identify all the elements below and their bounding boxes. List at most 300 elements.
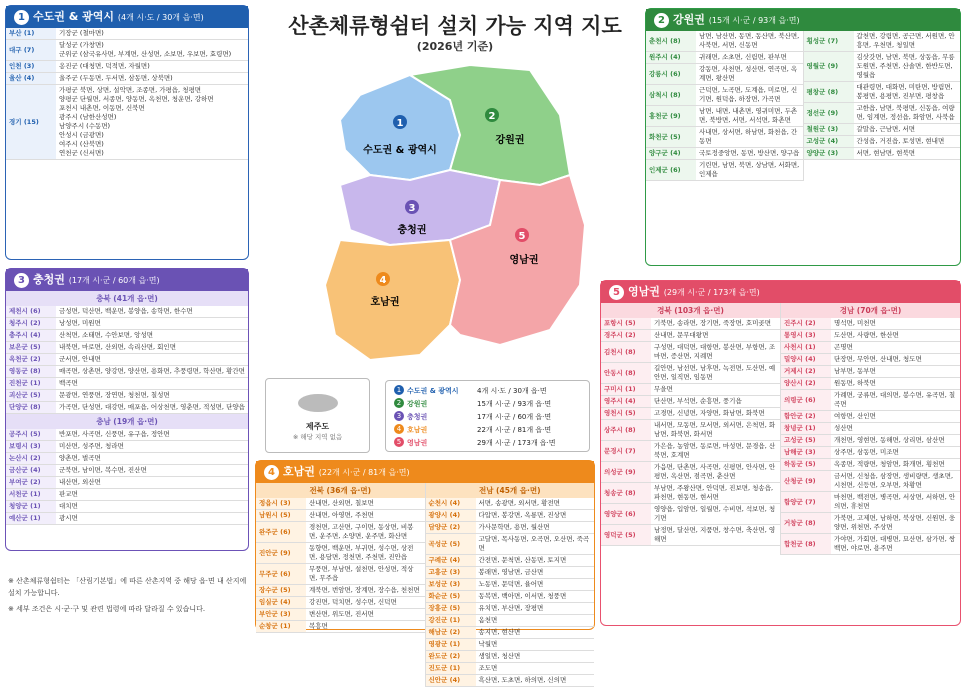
district-name: 광양시 (4): [426, 510, 476, 522]
legend-dot: 2: [394, 398, 404, 408]
table-row: [426, 579, 595, 591]
table-row: [256, 597, 425, 609]
table-row: [426, 663, 595, 675]
table-row: [781, 447, 960, 459]
district-name: 횡성군 (7): [804, 31, 854, 52]
district-towns: 단산면, 부석면, 순흥면, 풍기읍: [651, 396, 780, 408]
district-towns: 조도면: [476, 663, 595, 675]
district-towns: 기린면, 남면, 북면, 상남면, 서화면, 인제읍: [696, 160, 803, 181]
district-name: 의령군 (6): [781, 390, 831, 411]
table-row: [804, 52, 961, 82]
district-name: 예산군 (1): [6, 513, 56, 525]
table-row: [6, 330, 248, 342]
table-row: [426, 639, 595, 651]
honam-header: 4 호남권 (22개 시·군 / 81개 읍·면): [256, 461, 594, 483]
district-towns: 기장군 (철마면): [56, 28, 248, 40]
district-name: 구례군 (4): [426, 555, 476, 567]
svg-text:3: 3: [408, 203, 416, 214]
gangwon-right-table: [804, 31, 961, 160]
map-label-capital: 수도권 & 광역시: [363, 145, 437, 156]
table-row: [6, 40, 248, 61]
table-row: [426, 651, 595, 663]
district-name: 신안군 (4): [426, 675, 476, 687]
table-row: [6, 465, 248, 477]
capital-header: 1 수도권 & 광역시 (4개 시·도 / 30개 읍·면): [6, 6, 248, 28]
district-towns: 기북면, 송라면, 장기면, 죽장면, 호미곶면: [651, 318, 780, 330]
jeju-note: ※ 해당 지역 없음: [292, 433, 343, 441]
gyeongnam-table: [781, 318, 960, 555]
district-towns: 산내면, 산외면, 칠보면: [306, 498, 425, 510]
gyeongbuk-head: 경북 (103개 읍·면): [601, 303, 780, 318]
table-row: [426, 675, 595, 687]
notes: [8, 575, 248, 615]
district-name: 완도군 (2): [426, 651, 476, 663]
gangwon-left-table: [646, 31, 803, 181]
district-towns: 상주면, 삼동면, 미조면: [831, 447, 960, 459]
district-name: 함양군 (7): [781, 492, 831, 513]
table-row: [646, 52, 803, 64]
district-name: 영덕군 (5): [601, 525, 651, 546]
capital-panel: [5, 5, 249, 260]
district-towns: 서면, 송광면, 외서면, 황전면: [476, 498, 595, 510]
district-towns: 간성읍, 거진읍, 토성면, 현내면: [854, 136, 961, 148]
legend-dot: 5: [394, 437, 404, 447]
table-row: [426, 567, 595, 579]
district-name: 청양군 (1): [6, 501, 56, 513]
district-name: 고흥군 (3): [426, 567, 476, 579]
district-name: 남해군 (3): [781, 447, 831, 459]
district-towns: 산내면, 문무대왕면: [651, 330, 780, 342]
district-name: 대구 (7): [6, 40, 56, 61]
district-towns: 영양읍, 입암면, 일월면, 수비면, 석보면, 청기면: [651, 504, 780, 525]
district-name: 양구군 (4): [646, 148, 696, 160]
note-1: ※ 산촌체류형쉼터는 「산림기본법」에 따른 산촌지역 중 해당 읍·면 내 산지에 설치 가능합니다.: [8, 577, 247, 597]
gangwon-header: 2 강원권 (15개 시·군 / 93개 읍·면): [646, 9, 960, 31]
district-name: 사천시 (1): [781, 342, 831, 354]
district-towns: 낙월면: [476, 639, 595, 651]
map-label-yeongnam: 영남권: [509, 255, 539, 266]
table-row: [781, 423, 960, 435]
district-name: 임실군 (4): [256, 597, 306, 609]
district-name: 김천시 (8): [601, 342, 651, 363]
jeonbuk-table: [256, 498, 425, 633]
district-towns: 봉래면, 영남면, 금산면: [476, 567, 595, 579]
district-towns: 가평군 북면, 상면, 설악면, 조종면, 가평읍, 청평면 양평군 단월면, 서종면, 양동면, 옥천면, 청운면, 강하면 포천시 내촌면, 이동면, 신북면 광주시 (남한산성면) 남양주시 (수동면) 안성시 (금광면) 여주시 (산북면) 연천군 (신서면): [56, 85, 248, 160]
chungnam-head: 충남 (19개 읍·면): [6, 414, 248, 429]
district-towns: 다압면, 봉강면, 옥룡면, 진상면: [476, 510, 595, 522]
district-name: 합천군 (8): [781, 534, 831, 555]
district-name: 영광군 (1): [426, 639, 476, 651]
district-name: 진주시 (2): [781, 318, 831, 330]
table-row: [426, 603, 595, 615]
district-towns: 개천면, 영현면, 동해면, 상리면, 삼산면: [831, 435, 960, 447]
district-towns: 남면, 남산면, 동면, 동산면, 북산면, 사북면, 서면, 신동면: [696, 31, 803, 52]
table-row: [426, 555, 595, 567]
district-towns: 내산면, 외산면: [56, 477, 248, 489]
district-towns: 변산면, 위도면, 진서면: [306, 609, 425, 621]
district-towns: 옹진군 (대청면, 덕적면, 자월면): [56, 61, 248, 73]
district-towns: 광시면: [56, 513, 248, 525]
table-row: [256, 522, 425, 543]
district-name: 강릉시 (6): [646, 64, 696, 85]
table-row: [781, 390, 960, 411]
table-row: [646, 148, 803, 160]
district-towns: 김삿갓면, 남면, 북면, 상동읍, 무릉도원면, 주천면, 산솔면, 한반도면, 영월읍: [854, 52, 961, 82]
district-towns: 군북면, 남이면, 복수면, 진산면: [56, 465, 248, 477]
district-towns: 무을면: [651, 384, 780, 396]
district-towns: 갈말읍, 근남면, 서면: [854, 124, 961, 136]
district-towns: 가은읍, 농암면, 동로면, 마성면, 문경읍, 산북면, 호계면: [651, 441, 780, 462]
district-towns: 사내면, 상서면, 하남면, 화천읍, 간동면: [696, 127, 803, 148]
legend-count: 4개 시·도 / 30개 읍·면: [477, 387, 547, 395]
legend-label: 호남권: [407, 426, 428, 434]
legend-item: [394, 411, 581, 424]
legend-label: 수도권 & 광역시: [407, 387, 459, 395]
table-row: [256, 621, 425, 633]
legend-dot: 3: [394, 411, 404, 421]
svg-text:2: 2: [488, 111, 496, 122]
district-towns: 고경면, 신녕면, 자양면, 화남면, 화북면: [651, 408, 780, 420]
page-title: 산촌체류형쉼터 설치 가능 지역 지도: [288, 14, 622, 38]
table-row: [426, 627, 595, 639]
district-name: 춘천시 (8): [646, 31, 696, 52]
district-name: 거창군 (8): [781, 513, 831, 534]
district-name: 완주군 (6): [256, 522, 306, 543]
district-name: 함안군 (2): [781, 411, 831, 423]
gangwon-panel: [645, 8, 961, 266]
district-name: 철원군 (3): [804, 124, 854, 136]
district-name: 제천시 (6): [6, 306, 56, 318]
table-row: [601, 483, 780, 504]
district-name: 부여군 (2): [6, 477, 56, 489]
district-name: 보령시 (3): [6, 441, 56, 453]
jeonnam-table: [426, 498, 595, 687]
district-name: 울산 (4): [6, 73, 56, 85]
district-name: 순천시 (4): [426, 498, 476, 510]
district-name: 논산시 (2): [6, 453, 56, 465]
table-row: [781, 366, 960, 378]
legend-count: 29개 시·군 / 173개 읍·면: [477, 439, 556, 447]
table-row: [256, 585, 425, 597]
district-towns: 고달면, 목사동면, 오곡면, 오산면, 죽곡면: [476, 534, 595, 555]
district-name: 경기 (15): [6, 85, 56, 160]
district-name: 영천시 (5): [601, 408, 651, 420]
jeju-inset: [265, 378, 370, 453]
district-towns: 계북면, 번암면, 장계면, 장수읍, 천천면: [306, 585, 425, 597]
district-name: 영월군 (9): [804, 52, 854, 82]
legend-label: 영남권: [407, 439, 428, 447]
district-name: 상주시 (8): [601, 420, 651, 441]
district-towns: 고한읍, 남면, 북평면, 신동읍, 여량면, 임계면, 정선읍, 화암면, 사북읍: [854, 103, 961, 124]
table-row: [601, 384, 780, 396]
district-towns: 흑산면, 도초면, 하의면, 신의면: [476, 675, 595, 687]
table-row: [426, 591, 595, 603]
table-row: [6, 390, 248, 402]
map-label-chungcheong: 충청권: [397, 225, 427, 236]
district-name: 보성군 (3): [426, 579, 476, 591]
map-legend: [385, 380, 590, 452]
district-name: 남원시 (5): [256, 510, 306, 522]
table-row: [256, 564, 425, 585]
table-row: [804, 103, 961, 124]
jeju-name: 제주도: [305, 422, 330, 431]
table-row: [646, 64, 803, 85]
table-row: [6, 306, 248, 318]
district-towns: 경천면, 고산면, 구이면, 동상면, 비봉면, 운주면, 소양면, 운주면, 화산면: [306, 522, 425, 543]
table-row: [6, 354, 248, 366]
district-name: 장수군 (5): [256, 585, 306, 597]
table-row: [601, 462, 780, 483]
table-row: [256, 498, 425, 510]
district-towns: 반포면, 사곡면, 신풍면, 유구읍, 정안면: [56, 429, 248, 441]
district-towns: 낭성면, 미원면: [56, 318, 248, 330]
legend-item: [394, 424, 581, 437]
table-row: [426, 522, 595, 534]
district-name: 장흥군 (5): [426, 603, 476, 615]
district-name: 산청군 (9): [781, 471, 831, 492]
district-name: 무주군 (6): [256, 564, 306, 585]
district-name: 화순군 (5): [426, 591, 476, 603]
table-row: [781, 513, 960, 534]
district-towns: 구성면, 대덕면, 대항면, 봉산면, 부항면, 조마면, 증산면, 지례면: [651, 342, 780, 363]
table-row: [601, 504, 780, 525]
district-towns: 미산면, 성주면, 청라면: [56, 441, 248, 453]
yeongnam-header: 5 영남권 (29개 시·군 / 173개 읍·면): [601, 281, 960, 303]
chungnam-table: [6, 429, 248, 525]
district-towns: 대치면: [56, 501, 248, 513]
table-row: [781, 471, 960, 492]
table-row: [804, 124, 961, 136]
table-row: [6, 61, 248, 73]
district-name: 청송군 (8): [601, 483, 651, 504]
page-subtitle: (2026년 기준): [416, 40, 494, 53]
district-name: 진안군 (9): [256, 543, 306, 564]
table-row: [646, 85, 803, 106]
table-row: [6, 28, 248, 40]
district-towns: 가례면, 궁류면, 대의면, 봉수면, 유곡면, 칠곡면: [831, 390, 960, 411]
district-name: 평창군 (8): [804, 82, 854, 103]
district-towns: 옴천면: [476, 615, 595, 627]
svg-text:5: 5: [518, 231, 526, 242]
district-towns: 내서면, 모동면, 모서면, 외서면, 은척면, 화남면, 화북면, 화서면: [651, 420, 780, 441]
korea-map: [300, 55, 640, 385]
legend-item: [394, 398, 581, 411]
district-name: 순창군 (1): [256, 621, 306, 633]
district-towns: 생일면, 청산면: [476, 651, 595, 663]
district-name: 구미시 (1): [601, 384, 651, 396]
district-name: 괴산군 (5): [6, 390, 56, 402]
district-name: 부안군 (3): [256, 609, 306, 621]
table-row: [781, 354, 960, 366]
legend-item: [394, 385, 581, 398]
district-name: 담양군 (2): [426, 522, 476, 534]
legend-count: 22개 시·군 / 81개 읍·면: [477, 426, 552, 434]
map-label-honam: 호남권: [370, 297, 400, 308]
district-name: 삼척시 (8): [646, 85, 696, 106]
district-name: 보은군 (5): [6, 342, 56, 354]
district-name: 양산시 (2): [781, 378, 831, 390]
svg-text:1: 1: [396, 118, 404, 129]
legend-dot: 1: [394, 385, 404, 395]
table-row: [256, 543, 425, 564]
district-towns: 근덕면, 노곡면, 도계읍, 미로면, 신기면, 원덕읍, 하장면, 가곡면: [696, 85, 803, 106]
district-towns: 금성면, 덕산면, 백운면, 봉양읍, 송학면, 한수면: [56, 306, 248, 318]
district-towns: 매곡면, 상촌면, 양강면, 양산면, 용화면, 추풍령면, 학산면, 황간면: [56, 366, 248, 378]
jeonbuk-head: 전북 (36개 읍·면): [256, 483, 425, 498]
district-name: 충주시 (4): [6, 330, 56, 342]
district-towns: 성산면: [831, 423, 960, 435]
table-row: [781, 342, 960, 354]
table-row: [781, 330, 960, 342]
district-towns: 송지면, 현산면: [476, 627, 595, 639]
district-name: 안동시 (8): [601, 363, 651, 384]
district-name: 정읍시 (3): [256, 498, 306, 510]
table-row: [6, 378, 248, 390]
table-row: [6, 441, 248, 453]
district-name: 양양군 (3): [804, 148, 854, 160]
district-name: 서천군 (1): [6, 489, 56, 501]
table-row: [781, 435, 960, 447]
district-towns: 국토정중앙면, 동면, 방산면, 양구읍: [696, 148, 803, 160]
table-row: [601, 525, 780, 546]
table-row: [256, 510, 425, 522]
yeongnam-panel: [600, 280, 961, 626]
district-towns: 단장면, 무안면, 산내면, 청도면: [831, 354, 960, 366]
district-towns: 명석면, 미천면: [831, 318, 960, 330]
district-towns: 귀래면, 소초면, 신림면, 판부면: [696, 52, 803, 64]
district-towns: 도산면, 사량면, 한산면: [831, 330, 960, 342]
district-towns: 판교면: [56, 489, 248, 501]
district-towns: 대관령면, 대화면, 미탄면, 방림면, 봉평면, 용평면, 진부면, 평창읍: [854, 82, 961, 103]
map-label-gangwon: 강원권: [495, 135, 525, 146]
table-row: [6, 85, 248, 160]
district-towns: 길안면, 남선면, 남후면, 녹전면, 도산면, 예안면, 일직면, 임동면: [651, 363, 780, 384]
table-row: [6, 513, 248, 525]
district-towns: 갑천면, 강림면, 공근면, 서원면, 안흥면, 우천면, 청일면: [854, 31, 961, 52]
district-towns: 동향면, 백운면, 부귀면, 성수면, 상전면, 용담면, 정천면, 주천면, 진안읍: [306, 543, 425, 564]
table-row: [646, 106, 803, 127]
district-towns: 강동면, 사천면, 성산면, 연곡면, 옥계면, 왕산면: [696, 64, 803, 85]
district-towns: 동복면, 백아면, 이서면, 청풍면: [476, 591, 595, 603]
table-row: [781, 534, 960, 555]
district-towns: 산척면, 소태면, 수안보면, 앙성면: [56, 330, 248, 342]
table-row: [646, 160, 803, 181]
district-towns: 금서면, 신청읍, 삼장면, 생비량면, 생초면, 시천면, 신등면, 오부면, 차황면: [831, 471, 960, 492]
table-row: [781, 492, 960, 513]
legend-item: [394, 437, 581, 450]
district-towns: 노동면, 문덕면, 율어면: [476, 579, 595, 591]
district-name: 화천군 (5): [646, 127, 696, 148]
legend-dot: 4: [394, 424, 404, 434]
jeonnam-head: 전남 (45개 읍·면): [426, 483, 595, 498]
table-row: [6, 318, 248, 330]
district-towns: 강진면, 덕치면, 성수면, 신덕면: [306, 597, 425, 609]
district-name: 영동군 (8): [6, 366, 56, 378]
jeju-island-icon: [296, 391, 341, 416]
district-name: 부산 (1): [6, 28, 56, 40]
district-name: 강진군 (1): [426, 615, 476, 627]
table-row: [6, 489, 248, 501]
district-name: 하동군 (5): [781, 459, 831, 471]
district-towns: 여항면, 산인면: [831, 411, 960, 423]
chungbuk-table: [6, 306, 248, 414]
district-name: 곡성군 (5): [426, 534, 476, 555]
capital-table: [6, 28, 248, 160]
district-towns: 남정면, 달산면, 지품면, 창수면, 축산면, 영해면: [651, 525, 780, 546]
table-row: [601, 408, 780, 420]
district-towns: 내북면, 마로면, 산외면, 속리산면, 회인면: [56, 342, 248, 354]
table-row: [781, 378, 960, 390]
legend-label: 강원권: [407, 400, 428, 408]
table-row: [601, 441, 780, 462]
district-name: 경주시 (2): [601, 330, 651, 342]
district-towns: 울주군 (두동면, 두서면, 삼동면, 상북면): [56, 73, 248, 85]
district-towns: 군서면, 안내면: [56, 354, 248, 366]
district-name: 금산군 (4): [6, 465, 56, 477]
table-row: [426, 534, 595, 555]
district-name: 청주시 (2): [6, 318, 56, 330]
district-towns: 문광면, 연풍면, 장연면, 청천면, 칠성면: [56, 390, 248, 402]
district-name: 밀양시 (4): [781, 354, 831, 366]
district-towns: 가야면, 가회면, 대병면, 묘산면, 삼가면, 쌍백면, 야로면, 용주면: [831, 534, 960, 555]
chungcheong-panel: [5, 268, 249, 551]
district-name: 문경시 (7): [601, 441, 651, 462]
district-name: 단양군 (8): [6, 402, 56, 414]
district-name: 영주시 (4): [601, 396, 651, 408]
gyeongnam-head: 경남 (70개 읍·면): [781, 303, 960, 318]
legend-count: 15개 시·군 / 93개 읍·면: [477, 400, 552, 408]
table-row: [426, 498, 595, 510]
table-row: [804, 148, 961, 160]
table-row: [781, 459, 960, 471]
table-row: [6, 501, 248, 513]
table-row: [426, 615, 595, 627]
district-name: 진도군 (1): [426, 663, 476, 675]
table-row: [804, 82, 961, 103]
district-towns: 유치면, 부산면, 장평면: [476, 603, 595, 615]
district-towns: 백곡면: [56, 378, 248, 390]
legend-label: 충청권: [407, 413, 428, 421]
honam-panel: [255, 460, 595, 684]
chungbuk-head: 충북 (41개 읍·면): [6, 291, 248, 306]
district-name: 진천군 (1): [6, 378, 56, 390]
district-towns: 양촌면, 벌곡면: [56, 453, 248, 465]
district-towns: 남부면, 동부면: [831, 366, 960, 378]
district-name: 원주시 (4): [646, 52, 696, 64]
district-name: 창녕군 (1): [781, 423, 831, 435]
table-row: [6, 453, 248, 465]
district-name: 홍천군 (9): [646, 106, 696, 127]
legend-count: 17개 시·군 / 60개 읍·면: [477, 413, 552, 421]
district-name: 거제시 (2): [781, 366, 831, 378]
district-name: 옥천군 (2): [6, 354, 56, 366]
district-towns: 무풍면, 부남면, 설천면, 안성면, 적상면, 무주읍: [306, 564, 425, 585]
district-name: 인제군 (6): [646, 160, 696, 181]
table-row: [6, 477, 248, 489]
district-name: 의성군 (9): [601, 462, 651, 483]
district-name: 통영시 (3): [781, 330, 831, 342]
district-towns: 옥종면, 적량면, 청암면, 화개면, 횡천면: [831, 459, 960, 471]
table-row: [601, 396, 780, 408]
district-towns: 원동면, 하북면: [831, 378, 960, 390]
chungcheong-header: 3 충청권 (17개 시·군 / 60개 읍·면): [6, 269, 248, 291]
district-towns: 달성군 (가창면) 군위군 (삼국유사면, 부계면, 산성면, 소보면, 우보면, 효령면): [56, 40, 248, 61]
district-name: 인천 (3): [6, 61, 56, 73]
district-towns: 복흥면: [306, 621, 425, 633]
table-row: [6, 429, 248, 441]
district-towns: 산내면, 아영면, 주천면: [306, 510, 425, 522]
table-row: [804, 136, 961, 148]
